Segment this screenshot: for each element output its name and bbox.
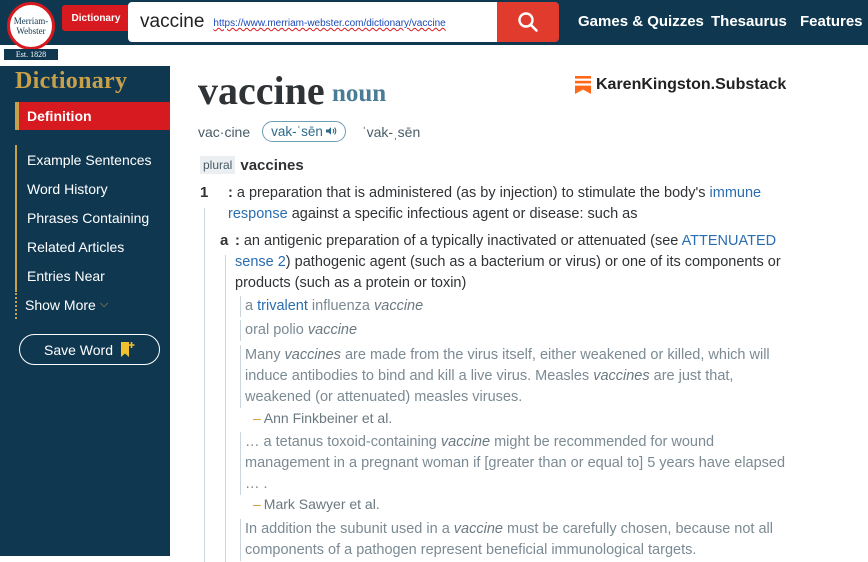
example-3 <box>240 345 788 408</box>
sense-number: 1 <box>200 184 209 201</box>
example-4-text2: might be recommended for wound management in a pregnant woman if [greater than or equal to] 5 years have elapsed … . <box>245 434 786 492</box>
example-2 <box>240 320 788 341</box>
nav-features[interactable]: Features <box>800 13 863 30</box>
logo-text-line1: Merriam- <box>13 16 49 26</box>
pronunciation-audio-button[interactable] <box>262 121 346 142</box>
bookmark-star-icon <box>119 341 135 359</box>
example-1-pre: a <box>245 298 254 314</box>
example-4-italic1: vaccine <box>440 434 491 450</box>
substack-watermark <box>575 76 786 94</box>
merriam-webster-logo[interactable] <box>4 2 58 60</box>
substack-icon <box>575 76 591 94</box>
logo-est: Est. 1828 <box>4 49 58 60</box>
example-1-italic: vaccine <box>374 298 424 314</box>
chevron-down-icon: ⌵ <box>99 298 109 310</box>
entry-content <box>170 45 868 562</box>
example-5-text1: In addition the subunit used in a <box>245 521 450 537</box>
pronunciation-text: vak-ˈsēn <box>271 124 323 139</box>
subsense-a-tail: pathogenic agent (such as a bacterium or virus) or one of its components or products (such as a protein or toxin) <box>235 254 781 291</box>
example-5-italic1: vaccine <box>453 521 503 537</box>
alt-pronunciation: ˈvak-ˌsēn <box>361 123 421 140</box>
search-url-text: https://www.merriam-webster.com/dictionary/vaccine <box>213 18 446 29</box>
attribution-name: Ann Finkbeiner et al. <box>263 410 393 426</box>
example-3-attribution: – Ann Finkbeiner et al. <box>253 410 393 426</box>
plural-label: plural <box>200 156 235 174</box>
headword: vaccine <box>198 68 325 113</box>
top-header <box>0 0 868 59</box>
show-more-button[interactable] <box>15 290 108 319</box>
example-3-text1: Many <box>245 347 281 363</box>
example-5 <box>240 519 788 561</box>
sense-1-tail: against a specific infectious agent or disease: such as <box>291 206 638 222</box>
example-3-text3: are just that, weakened (or attenuated) measles viruses. <box>245 368 734 405</box>
example-3-italic2: vaccines <box>593 368 650 384</box>
example-1-mid: influenza <box>311 298 370 314</box>
sense-1-text: a preparation that is administered (as by injection) to stimulate the body's <box>236 185 706 201</box>
plural-row <box>200 156 304 174</box>
save-word-button[interactable] <box>19 334 160 365</box>
sidebar-item-word-history[interactable]: Word History <box>27 180 108 197</box>
sidebar-item-definition[interactable]: Definition <box>15 102 170 130</box>
show-more-label: Show More <box>25 296 96 313</box>
example-4-attribution: – Mark Sawyer et al. <box>253 496 380 512</box>
example-5-text2: must be carefully chosen, because not all components of a pathogen represent beneficial immunological targets. <box>245 521 773 558</box>
sidebar <box>0 66 170 556</box>
watermark-text: KarenKingston.Substack <box>596 76 787 93</box>
nav-games-quizzes[interactable]: Games & Quizzes <box>578 13 704 30</box>
example-4 <box>240 432 788 495</box>
example-2-italic: vaccine <box>307 322 358 338</box>
sidebar-item-related-articles[interactable]: Related Articles <box>27 238 125 255</box>
sidebar-item-phrases-containing[interactable]: Phrases Containing <box>27 209 150 226</box>
attenuated-link[interactable]: ATTENUATED sense 2 <box>235 233 777 270</box>
example-2-pre: oral polio <box>245 322 304 338</box>
search-input[interactable]: vaccine <box>140 11 205 32</box>
attribution-name: Mark Sawyer et al. <box>263 496 380 512</box>
example-1 <box>240 296 788 317</box>
sidebar-item-example-sentences[interactable]: Example Sentences <box>27 151 152 168</box>
example-3-italic1: vaccines <box>284 347 341 363</box>
plural-form: vaccines <box>240 156 304 174</box>
sidebar-title: Dictionary <box>15 68 128 94</box>
search-button[interactable] <box>497 2 559 42</box>
subsense-a-definition: : an antigenic preparation of a typically inactivated or attenuated (see ATTENUATED sense 2) pathogenic agent (such as a bacterium or virus) or one of its components or products (such as a protein or toxin) <box>235 233 781 291</box>
logo-text-line2: Webster <box>16 26 46 36</box>
dictionary-tab[interactable]: Dictionary <box>62 5 130 31</box>
speaker-icon <box>325 126 337 136</box>
sense-1-definition: : a preparation that is administered (as by injection) to stimulate the body's immune response against a specific infectious agent or disease: such as <box>228 185 762 222</box>
search-box[interactable] <box>128 2 498 42</box>
example-4-text1: … a tetanus toxoid-containing <box>245 434 437 450</box>
subsense-a-text: an antigenic preparation of a typically inactivated or attenuated (see <box>243 233 679 249</box>
immune-response-link[interactable]: immune response <box>228 185 762 222</box>
syllables: vac·cine <box>198 123 251 140</box>
subsense-letter: a <box>220 232 229 249</box>
example-3-text2: are made from the virus itself, either weakened or killed, which will induce antibodies to bind and kill a live virus. Measles <box>245 347 770 384</box>
logo-badge <box>7 2 55 50</box>
trivalent-link[interactable]: trivalent <box>257 298 308 314</box>
subsense-divider <box>225 255 226 562</box>
search-icon <box>517 11 539 33</box>
pronunciation-row <box>198 121 420 142</box>
part-of-speech[interactable]: noun <box>332 80 387 107</box>
sidebar-list <box>15 145 170 290</box>
sense-divider <box>204 208 205 562</box>
save-word-label: Save Word <box>44 341 113 358</box>
sidebar-item-entries-near[interactable]: Entries Near <box>27 267 105 284</box>
nav-thesaurus[interactable]: Thesaurus <box>711 13 787 30</box>
